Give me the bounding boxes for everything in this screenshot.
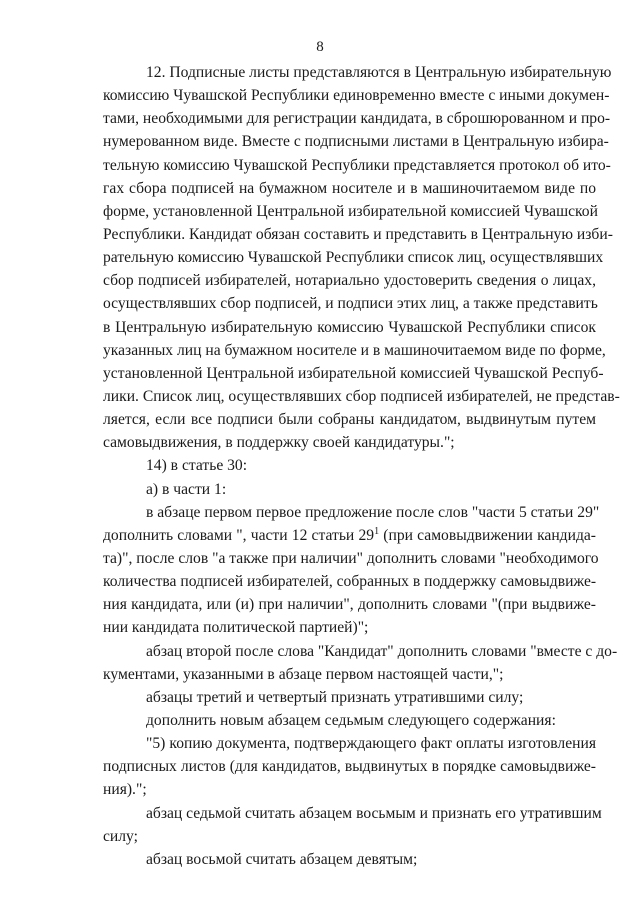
text-line: самовыдвижения, в поддержку своей кандидатуры.";: [103, 434, 455, 452]
item-14-heading: 14) в статье 30:: [146, 457, 248, 475]
text-line: осуществлявших сбор подписей, и подписи этих лиц, а также представить: [103, 295, 598, 313]
superscript: 1: [374, 525, 380, 537]
text-line: тами, необходимыми для регистрации кандидата, в сброшюрованном и про-: [103, 110, 611, 128]
text-line: сбор подписей избирателей, нотариально удостоверить сведения о лицах,: [103, 272, 596, 290]
text-line: ния кандидата, или (и) при наличии", дополнить словами "(при выдвиже-: [103, 596, 596, 614]
text-line: лики. Список лиц, осуществлявших сбор подписей избирателей, не представ-: [103, 387, 620, 405]
text-line: кументами, указанными в абзаце первом настоящей части,";: [103, 665, 504, 683]
text-line: подписных листов (для кандидатов, выдвинутых в порядке самовыдвиже-: [103, 758, 596, 776]
text-segment: (при самовыдвижении кандида-: [379, 526, 596, 544]
subitem-a-heading: а) в части 1:: [146, 480, 227, 498]
text-line: ния).";: [103, 781, 147, 799]
paragraph-12: [103, 61, 620, 454]
paragraph-third-fourth: абзацы третий и четвертый признать утратившими силу;: [146, 688, 524, 706]
text-line: указанных лиц на бумажном носителе и в машиночитаемом виде по форме,: [103, 341, 606, 359]
text-line: та)", после слов "а также при наличии" дополнить словами "необходимого: [103, 549, 599, 567]
text-line: комиссию Чувашской Республики единовременно вместе с иными докумен-: [103, 87, 610, 105]
text-line: рательную комиссию Чувашской Республики список лиц, осуществлявших: [103, 249, 604, 267]
text-line: Республики. Кандидат обязан составить и представить в Центральную изби-: [103, 225, 613, 243]
paragraph-first-abzac: [103, 501, 600, 640]
text-line: в Центральную избирательную комиссию Чувашской Республики список: [103, 318, 596, 336]
text-segment: дополнить словами ", части 12 статьи 29: [103, 526, 375, 544]
text-line: 12. Подписные листы представляются в Центральную избирательную: [146, 64, 612, 81]
text-line: нумерованном виде. Вместе с подписными листами в Центральную избира-: [103, 133, 609, 151]
paragraph-second-abzac: [103, 640, 618, 686]
body-text: [103, 61, 620, 871]
paragraph-seventh-abzac: [103, 802, 602, 848]
paragraph-eighth-abzac: абзац восьмой считать абзацем девятым;: [146, 850, 418, 868]
paragraph-add-seventh: дополнить новым абзацем седьмым следующего содержания:: [146, 711, 556, 729]
text-line: [103, 524, 596, 547]
text-line: форме, установленной Центральной избирательной комиссией Чувашской: [103, 202, 598, 220]
text-line: "5) копию документа, подтверждающего факт оплаты изготовления: [146, 735, 596, 753]
text-line: абзац седьмой считать абзацем восьмым и признать его утратившим: [146, 804, 602, 822]
paragraph-item-5: [103, 732, 596, 801]
page-number: 8: [316, 39, 324, 55]
text-line: в абзаце первом первое предложение после слов "части 5 статьи 29": [146, 503, 600, 521]
text-line: нии кандидата политической партией)";: [103, 619, 369, 637]
text-line: количества подписей избирателей, собранных в поддержку самовыдвиже-: [103, 573, 597, 591]
text-line: абзац второй после слова "Кандидат" дополнить словами "вместе с до-: [146, 642, 618, 660]
text-line: установленной Центральной избирательной комиссией Чувашской Респуб-: [103, 364, 604, 382]
text-line: тельную комиссию Чувашской Республики представляется протокол об ито-: [103, 156, 611, 174]
text-line: силу;: [103, 827, 138, 845]
text-line: ляется, если все подписи были собраны кандидатом, выдвинутым путем: [103, 411, 596, 429]
text-line: гах сбора подписей на бумажном носителе и в машиночитаемом виде по: [103, 179, 596, 197]
